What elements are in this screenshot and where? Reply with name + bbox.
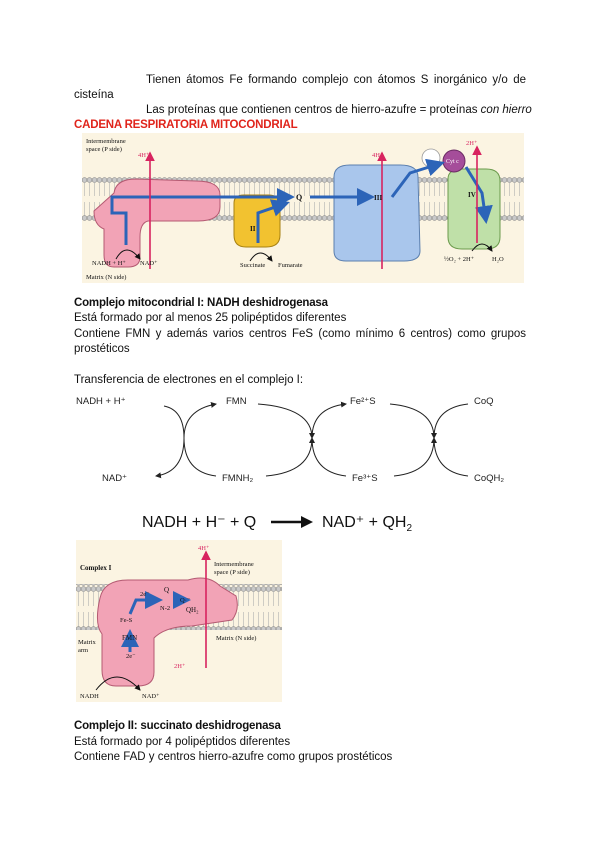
nad-text: NAD⁺ xyxy=(102,473,128,484)
complex-label: Complex I xyxy=(80,564,112,572)
cycle-3-top-arc-b xyxy=(434,404,468,438)
coqh2-text: CoQH₂ xyxy=(474,473,505,484)
electron-transfer-diagram xyxy=(76,390,524,486)
q-label-2: Q xyxy=(164,586,170,594)
intro-line-3-italic: con hierro xyxy=(480,104,532,116)
section-title: CADENA RESPIRATORIA MITOCONDRIAL xyxy=(74,119,298,131)
e2-label-a: 2e⁻ xyxy=(126,653,136,660)
o2-label: ½O₂ + 2H⁺ xyxy=(444,256,475,263)
cycle-3-top-arc xyxy=(390,404,434,438)
q-label: Q xyxy=(296,193,303,202)
arm-label: arm xyxy=(78,647,89,654)
complex-ii-title: Complejo II: succinato deshidrogenasa xyxy=(74,720,281,732)
equation-right-sub: 2 xyxy=(406,523,413,535)
matrix-arm-label: Matrix xyxy=(78,639,96,646)
complex-i-line-2: Contiene FMN y además varios centros FeS (como mínimo 6 centros) como grupos xyxy=(74,328,526,340)
cycle-2-bot-arc-b xyxy=(312,438,346,476)
h4-left-label: 4H⁺ xyxy=(138,152,150,159)
fmn-text: FMN xyxy=(226,396,247,407)
intro-line-3 xyxy=(146,103,532,118)
cycle-2-top-arc-b xyxy=(312,404,346,438)
nadh-label-2: NADH xyxy=(80,693,99,700)
h4-label-2: 4H⁺ xyxy=(198,545,210,552)
h4-mid-label: 4H⁺ xyxy=(372,152,384,159)
equation-left: NADH + H⁻ + Q xyxy=(142,514,257,531)
cycle-2-bot-arc xyxy=(266,438,312,476)
intermembrane-label: Intermembrane xyxy=(86,138,126,145)
fmnh2-text: FMNH₂ xyxy=(222,473,254,484)
complex-iii-shape xyxy=(334,165,420,261)
equation-right xyxy=(322,512,412,534)
cyt-c-label: Cyt c xyxy=(446,159,459,165)
nadh-label: NADH + H⁺ xyxy=(92,260,126,267)
intro-line-2: cisteína xyxy=(74,89,114,101)
fe3s-text: Fe³⁺S xyxy=(352,473,378,484)
equation-right-text: NAD⁺ + QH xyxy=(322,514,407,531)
coq-text: CoQ xyxy=(474,396,494,407)
matrix-label-2: Matrix (N side) xyxy=(216,635,257,642)
complex-ii-label: II xyxy=(250,225,256,233)
h2-label-2: 2H⁺ xyxy=(174,663,186,670)
h2-right-label: 2H⁺ xyxy=(466,140,478,147)
n2-label: N-2 xyxy=(160,605,171,612)
complex-ii-line-2: Contiene FAD y centros hierro-azufre como grupos prostéticos xyxy=(74,751,393,763)
nadh-text: NADH + H⁺ xyxy=(76,396,126,407)
h2o-label: H₂O xyxy=(492,256,504,263)
fmn-label: FMN xyxy=(122,634,138,642)
intro-line-1: Tienen átomos Fe formando complejo con átomos S inorgánico y/o de xyxy=(146,74,526,86)
sq-label: Q·⁻ xyxy=(180,597,191,604)
e2-label-b: 2e⁻ xyxy=(140,591,150,598)
fumarate-label: Fumarate xyxy=(278,262,303,269)
complex-i-line-3: prostéticos xyxy=(74,343,130,355)
cycle-3-bot-arc xyxy=(394,438,434,476)
cycle-2-top-arc xyxy=(258,404,312,438)
intro-line-3-text: Las proteínas que contienen centros de hierro-azufre = proteínas xyxy=(146,104,481,116)
cycle-1-bot-arc xyxy=(156,438,184,476)
equation-arrow xyxy=(271,515,313,529)
qh2-label: QH₂ xyxy=(186,606,199,614)
complex-iv-label: IV xyxy=(468,191,476,199)
fe2s-text: Fe²⁺S xyxy=(350,396,376,407)
cycle-3-bot-arc-b xyxy=(434,438,468,476)
cycle-1-top-arc xyxy=(164,406,184,438)
matrix-label: Matrix (N side) xyxy=(86,274,127,281)
complex-iii-label: III xyxy=(374,194,383,202)
transfer-label: Transferencia de electrones en el complejo I: xyxy=(74,374,304,386)
complex-i-figure xyxy=(76,540,282,702)
complex-i-line-1: Está formado por al menos 25 polipéptidos diferentes xyxy=(74,312,347,324)
succinate-label: Succinate xyxy=(240,262,266,269)
complex-i-title: Complejo mitocondrial I: NADH deshidrogenasa xyxy=(74,297,328,309)
complex-ii-line-1: Está formado por 4 polipéptidos diferentes xyxy=(74,736,291,748)
nad-label-2: NAD⁺ xyxy=(142,693,160,700)
cycle-1-top-arc-b xyxy=(184,404,216,438)
cycle-1-bot-arc-b xyxy=(184,438,216,476)
respiratory-chain-figure xyxy=(82,133,524,283)
space-label-2: space (P side) xyxy=(214,569,250,576)
nad-label: NAD⁺ xyxy=(140,260,158,267)
intermembrane-label-2: Intermembrane xyxy=(214,561,254,568)
space-label: space (P side) xyxy=(86,146,122,153)
fes-label: Fe-S xyxy=(120,617,133,624)
